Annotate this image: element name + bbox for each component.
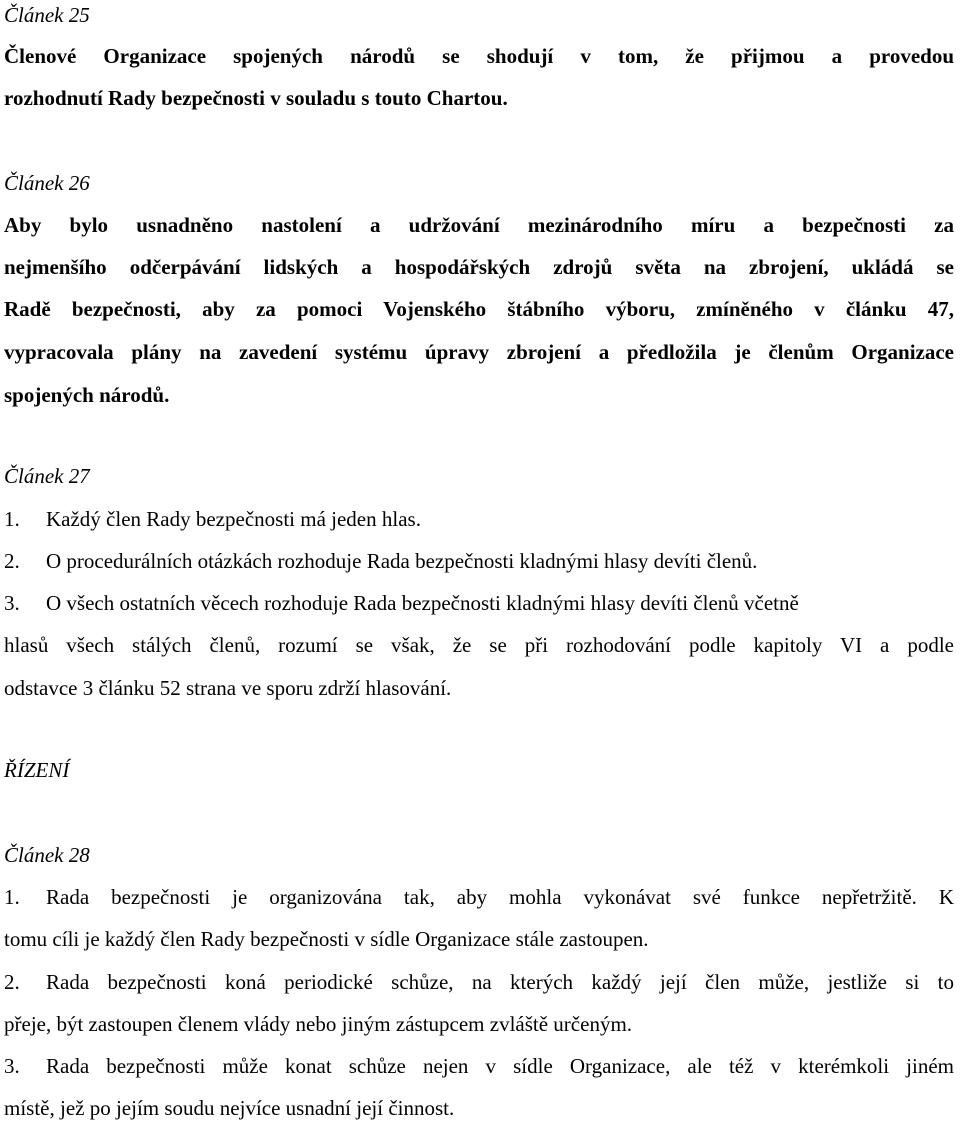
article-26-line-5: spojených národů. bbox=[4, 383, 170, 407]
item-text: Každý člen Rady bezpečnosti má jeden hlas. bbox=[46, 507, 421, 531]
article-26-heading: Článek 26 bbox=[4, 171, 90, 195]
article-27-item-3 bbox=[4, 593, 954, 614]
section-title: ŘÍZENÍ bbox=[4, 758, 70, 782]
article-26-line-3: Radě bezpečnosti, aby za pomoci Vojenského štábního výboru, zmíněného v článku 47, bbox=[4, 297, 954, 321]
article-28-item-2-cont: přeje, být zastoupen členem vlády nebo jiným zástupcem zvláště určeným. bbox=[4, 1012, 633, 1036]
article-27-heading: Článek 27 bbox=[4, 464, 90, 488]
article-26-line-1: Aby bylo usnadněno nastolení a udržování mezinárodního míru a bezpečnosti za bbox=[4, 213, 954, 237]
item-number: 1. bbox=[4, 507, 20, 531]
item-text: O procedurálních otázkách rozhoduje Rada bezpečnosti kladnými hlasy devíti členů. bbox=[46, 549, 758, 573]
article-25-line-2: rozhodnutí Rady bezpečnosti v souladu s touto Chartou. bbox=[4, 86, 508, 110]
article-27-item-3-cont-1: hlasů všech stálých členů, rozumí se však, že se při rozhodování podle kapitoly VI a podle bbox=[4, 633, 954, 657]
item-text: O všech ostatních věcech rozhoduje Rada bezpečnosti kladnými hlasy devíti členů včetně bbox=[46, 591, 799, 615]
article-28-heading: Článek 28 bbox=[4, 843, 90, 867]
article-28-item-3-cont: místě, jež po jejím soudu nejvíce usnadní její činnost. bbox=[4, 1096, 455, 1120]
item-number: 3. bbox=[4, 591, 20, 615]
item-number: 3. bbox=[4, 1054, 20, 1078]
article-27-item-1 bbox=[4, 509, 954, 530]
article-27-item-2 bbox=[4, 551, 954, 572]
article-28-item-1 bbox=[4, 887, 954, 908]
item-text: Rada bezpečnosti koná periodické schůze, na kterých každý její člen může, jestliže si to bbox=[46, 970, 954, 994]
item-number: 1. bbox=[4, 885, 20, 909]
article-28-item-2 bbox=[4, 972, 954, 993]
article-25-heading: Článek 25 bbox=[4, 3, 90, 27]
item-text: Rada bezpečnosti je organizována tak, aby mohla vykonávat své funkce nepřetržitě. K bbox=[46, 885, 954, 909]
item-number: 2. bbox=[4, 549, 20, 573]
article-28-item-3 bbox=[4, 1056, 954, 1077]
article-25-line-1: Členové Organizace spojených národů se shodují v tom, že přijmou a provedou bbox=[4, 44, 954, 68]
item-text: Rada bezpečnosti může konat schůze nejen v sídle Organizace, ale též v kterémkoli jiném bbox=[46, 1054, 954, 1078]
article-26-line-2: nejmenšího odčerpávání lidských a hospodářských zdrojů světa na zbrojení, ukládá se bbox=[4, 255, 954, 279]
article-26-line-4: vypracovala plány na zavedení systému úpravy zbrojení a předložila je členům Organizace bbox=[4, 340, 954, 364]
item-number: 2. bbox=[4, 970, 20, 994]
article-27-item-3-cont-2: odstavce 3 článku 52 strana ve sporu zdrží hlasování. bbox=[4, 676, 452, 700]
article-28-item-1-cont: tomu cíli je každý člen Rady bezpečnosti v sídle Organizace stále zastoupen. bbox=[4, 927, 649, 951]
